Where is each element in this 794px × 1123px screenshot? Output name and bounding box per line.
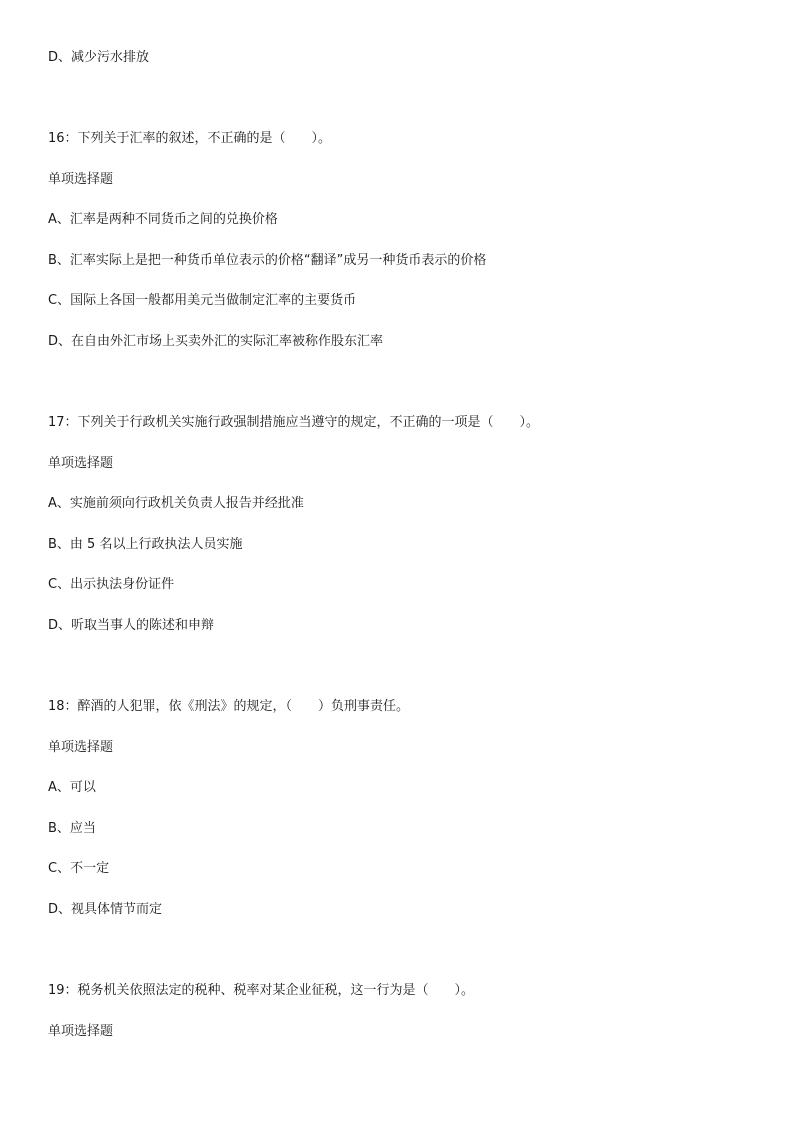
question-17-option-d: D、听取当事人的陈述和申辩	[48, 618, 215, 633]
question-16-option-d: D、在自由外汇市场上买卖外汇的实际汇率被称作股东汇率	[48, 334, 384, 349]
question-17-option-a: A、实施前须向行政机关负责人报告并经批准	[48, 496, 304, 511]
question-17-stem: 17：下列关于行政机关实施行政强制措施应当遵守的规定，不正确的一项是（ ）。	[48, 415, 540, 430]
question-16-stem: 16：下列关于汇率的叙述，不正确的是（ ）。	[48, 131, 332, 146]
question-17-type: 单项选择题	[48, 456, 114, 471]
question-19-stem: 19：税务机关依照法定的税种、税率对某企业征税，这一行为是（ ）。	[48, 983, 475, 998]
question-18-type: 单项选择题	[48, 740, 114, 755]
question-16-option-a: A、汇率是两种不同货币之间的兑换价格	[48, 212, 278, 227]
question-16-option-b: B、汇率实际上是把一种货币单位表示的价格“翻译”成另一种货币表示的价格	[48, 253, 487, 268]
question-18-option-d: D、视具体情节而定	[48, 902, 163, 917]
question-17-option-c: C、出示执法身份证件	[48, 577, 175, 592]
question-16-option-c: C、国际上各国一般都用美元当做制定汇率的主要货币	[48, 293, 357, 308]
prev-question-option-d: D、减少污水排放	[48, 50, 150, 65]
question-18-option-c: C、不一定	[48, 861, 110, 876]
question-17-option-b: B、由 5 名以上行政执法人员实施	[48, 537, 243, 552]
question-18-option-b: B、应当	[48, 821, 96, 836]
question-19-type: 单项选择题	[48, 1024, 114, 1039]
question-16-type: 单项选择题	[48, 172, 114, 187]
question-18-stem: 18：醉酒的人犯罪，依《刑法》的规定，（ ）负刑事责任。	[48, 699, 410, 714]
question-18-option-a: A、可以	[48, 780, 96, 795]
